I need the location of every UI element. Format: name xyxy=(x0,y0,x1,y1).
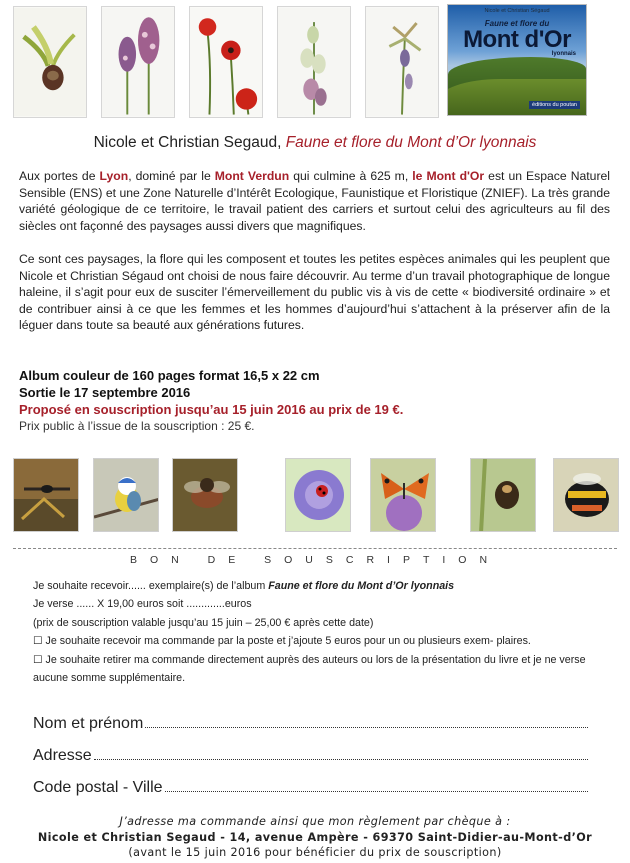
blue-tit-icon xyxy=(93,458,159,532)
cover-region: lyonnais xyxy=(551,51,576,57)
orchid-green-icon xyxy=(365,6,439,118)
highlight-mont-dor: le Mont d'Or xyxy=(412,169,485,183)
checkbox-pickup[interactable]: ☐ Je souhaite retirer ma commande directement auprès des auteurs ou lors de la présentation du livre et je ne verse aucune somme supplémentaire. xyxy=(33,653,586,685)
name-field[interactable] xyxy=(33,714,588,733)
title-book: Faune et flore du Mont d’Or lyonnais xyxy=(285,134,537,151)
form-line-payment[interactable]: Je verse ...... X 19,00 euros soit .............euros xyxy=(33,598,252,611)
album-format: Album couleur de 160 pages format 16,5 x 22 cm xyxy=(19,368,320,383)
bumblebee-icon xyxy=(553,458,619,532)
subscription-offer: Proposé en souscription jusqu’au 15 juin 2016 au prix de 19 €. xyxy=(19,402,404,417)
cover-publisher: éditions du poutan xyxy=(529,101,580,109)
highlight-mont-verdun: Mont Verdun xyxy=(214,169,290,183)
fly-icon xyxy=(172,458,238,532)
city-dotted-line[interactable] xyxy=(165,778,588,792)
para1-text-c: qui culmine à 625 m, xyxy=(289,169,413,183)
cover-title: Mont d'Or xyxy=(463,26,571,53)
poppy-icon xyxy=(189,6,263,118)
order-form-text xyxy=(33,577,608,687)
highlight-lyon: Lyon xyxy=(99,169,129,183)
name-label: Nom et prénom xyxy=(33,715,144,732)
dragonfly-icon xyxy=(13,458,79,532)
form-line1-text: Je souhaite recevoir...... exemplaire(s) de l’album xyxy=(33,580,269,592)
form-line-price-note: (prix de souscription valable jusqu’au 15 juin – 25,00 € après cette date) xyxy=(33,616,374,629)
para1-text-d: est un Espace Naturel Sensible (ENS) et une Zone Naturelle d’Intérêt Ecologique, Faunistique et Floristique (ZNIEF). La très grande variété géologique de ce territoire, le travail patient des carriers et surtout celui des agriculteurs au fil des siècles ont façonné des paysages aussi divers que magnifiques. xyxy=(19,169,610,233)
checkbox-post-delivery[interactable]: ☐ Je souhaite recevoir ma commande par la poste et j’ajoute 5 euros pour un ou plusieurs exem- plaires. xyxy=(33,635,531,648)
book-cover xyxy=(447,4,587,116)
address-field[interactable] xyxy=(33,746,588,765)
bottom-photo-strip xyxy=(13,458,617,532)
title-authors: Nicole et Christian Segaud, xyxy=(93,134,286,151)
ladybird-flower-icon xyxy=(285,458,351,532)
city-label: Code postal - Ville xyxy=(33,779,163,796)
butterfly-icon xyxy=(370,458,436,532)
orchid-icon xyxy=(13,6,87,118)
name-dotted-line[interactable] xyxy=(145,714,588,728)
book-info xyxy=(19,367,403,435)
release-date: Sortie le 17 septembre 2016 xyxy=(19,385,191,400)
footer-deadline: (avant le 15 juin 2016 pour bénéficier du prix de souscription) xyxy=(128,846,502,859)
para1-text-b: , dominé par le xyxy=(128,169,215,183)
form-title: BON DE SOUSCRIPTION xyxy=(129,554,501,566)
public-price: Prix public à l’issue de la souscription : 25 €. xyxy=(19,419,255,433)
form-line1-book: Faune et flore du Mont d’Or lyonnais xyxy=(268,580,455,592)
page-title xyxy=(0,134,630,152)
cover-authors: Nicole et Christian Ségaud xyxy=(484,8,550,14)
city-field[interactable] xyxy=(33,778,588,797)
description-paragraph: Ce sont ces paysages, la flore qui les composent et toutes les petites espèces animales qui les peuplent que Nicole et Christian Ségaud ont choisi de nous faire découvrir. Au terme d’un travail photographique de longue haleine, il s’agit pour eux de susciter l’émerveillement du public vis à vis de cette « biodiversité ordinaire » et de contribuer ainsi à ce que les femmes et les hommes d’aujourd’hui s’attachent à la préserver afin de la léguer dans toute sa beauté aux générations futures. xyxy=(19,252,610,332)
form-line-quantity[interactable] xyxy=(33,577,608,595)
footer-instruction: J’adresse ma commande ainsi que mon règlement par chèque à : xyxy=(119,815,511,828)
address-dotted-line[interactable] xyxy=(94,746,588,760)
footer-address: Nicole et Christian Segaud - 14, avenue Ampère - 69370 Saint-Didier-au-Mont-d’Or xyxy=(37,831,593,844)
orchid-pink-icon xyxy=(101,6,175,118)
orchid-white-icon xyxy=(277,6,351,118)
cover-subtitle: Faune et flore du xyxy=(484,19,550,28)
bee-orchid-icon xyxy=(470,458,536,532)
top-photo-row xyxy=(13,6,439,118)
cut-line xyxy=(13,548,617,549)
address-label: Adresse xyxy=(33,747,92,764)
para1-text-a: Aux portes de xyxy=(19,169,100,183)
intro-paragraph xyxy=(19,168,610,234)
